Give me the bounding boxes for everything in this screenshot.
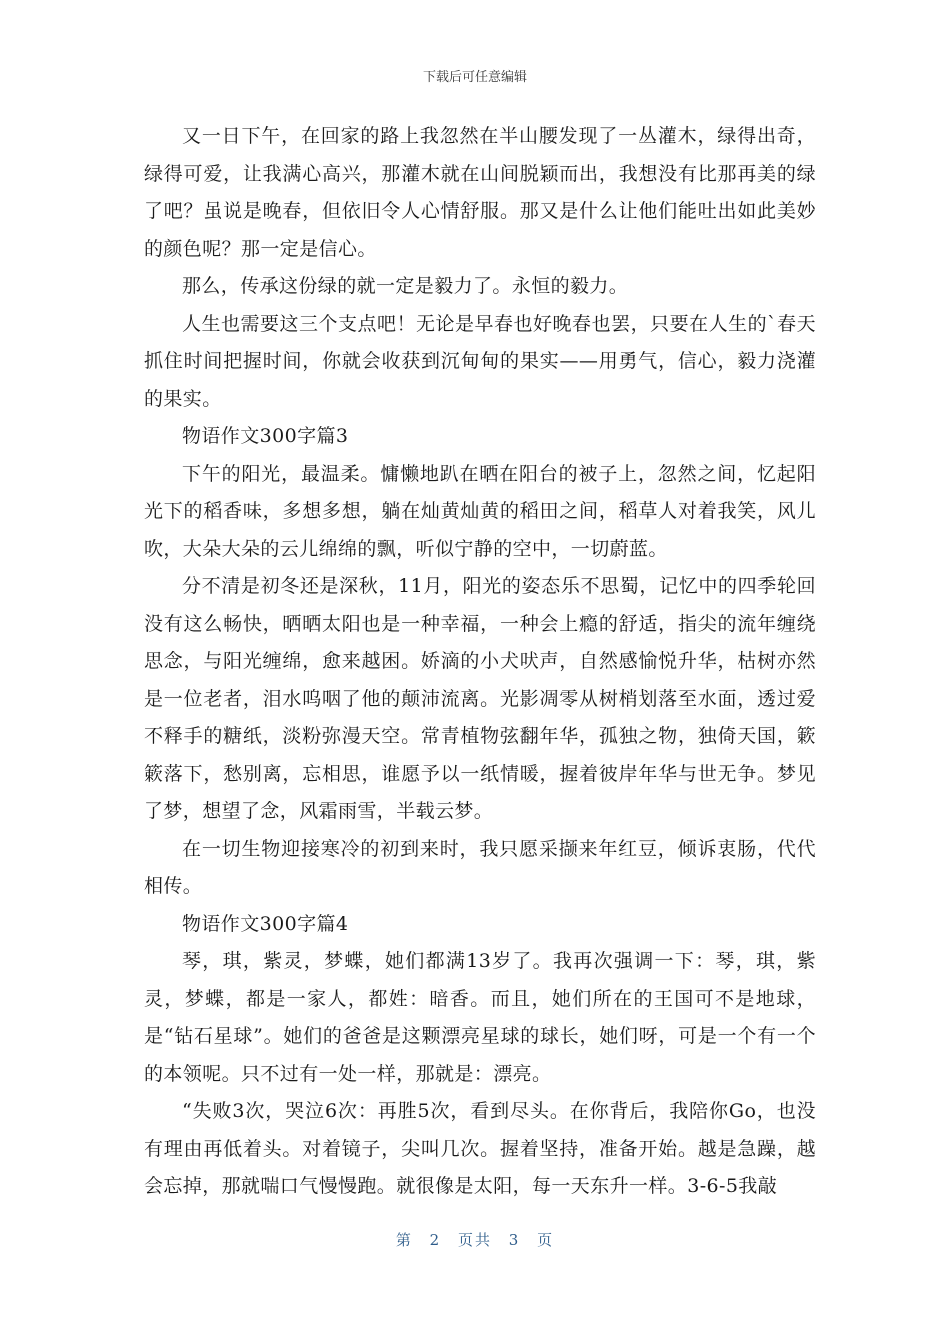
page-number-footer: 第 2 页共 3 页 <box>395 1231 555 1249</box>
paragraph: 琴，琪，紫灵，梦蝶，她们都满13岁了。我再次强调一下：琴，琪，紫灵，梦蝶，都是一家人，都姓：暗香。而且，她们所在的王国可不是地球，是“钻石星球”。她们的爸爸是这颗漂亮星球的球长，她们呀，可是一个有一个的本领呢。只不过有一处一样，那就是：漂亮。 <box>144 950 816 1085</box>
paragraph: 下午的阳光，最温柔。慵懒地趴在晒在阳台的被子上，忽然之间，忆起阳光下的稻香味，多想多想，躺在灿黄灿黄的稻田之间，稻草人对着我笑，风儿吹，大朵大朵的云儿绵绵的飘，听似宁静的空中，一切蔚蓝。 <box>144 462 816 560</box>
paragraph: 人生也需要这三个支点吧！无论是早春也好晚春也罢，只要在人生的`春天抓住时间把握时间，你就会收获到沉甸甸的果实——用勇气，信心，毅力浇灌的果实。 <box>144 312 816 410</box>
paragraph: 又一日下午，在回家的路上我忽然在半山腰发现了一丛灌木，绿得出奇，绿得可爱，让我满心高兴，那灌木就在山间脱颖而出，我想没有比那再美的绿了吧？虽说是晚春，但依旧令人心情舒服。那又是什么让他们能吐出如此美妙的颜色呢？那一定是信心。 <box>144 125 816 260</box>
document-body <box>144 118 816 1206</box>
paragraph: “失败3次，哭泣6次：再胜5次，看到尽头。在你背后，我陪你Go，也没有理由再低着头。对着镜子，尖叫几次。握着坚持，准备开始。越是急躁，越会忘掉，那就喘口气慢慢跑。就很像是太阳，每一天东升一样。3-6-5我敲 <box>144 1100 816 1197</box>
paragraph: 那么，传承这份绿的就一定是毅力了。永恒的毅力。 <box>182 275 629 297</box>
section-heading: 物语作文300字篇4 <box>182 912 349 935</box>
section-heading: 物语作文300字篇3 <box>182 425 349 447</box>
page-header: 下载后可任意编辑 <box>422 70 527 85</box>
paragraph: 在一切生物迎接寒冷的初到来时，我只愿采撷来年红豆，倾诉衷肠，代代相传。 <box>144 837 816 897</box>
paragraph: 分不清是初冬还是深秋，11月，阳光的姿态乐不思蜀，记忆中的四季轮回没有这么畅快，晒晒太阳也是一种幸福，一种会上瘾的舒适，指尖的流年缠绕思念，与阳光缠绵，愈来越困。娇滴的小犬吠声，自然感愉悦升华，枯树亦然是一位老者，泪水呜咽了他的颠沛流离。光影凋零从树梢划落至水面，透过爱不释手的糖纸，淡粉弥漫天空。常青植物弦翻年华，孤独之物，独倚天国，簌簌落下，愁别离，忘相思，谁愿予以一纸情暖，握着彼岸年华与世无争。梦见了梦，想望了念，风霜雨雪，半载云梦。 <box>144 575 816 822</box>
